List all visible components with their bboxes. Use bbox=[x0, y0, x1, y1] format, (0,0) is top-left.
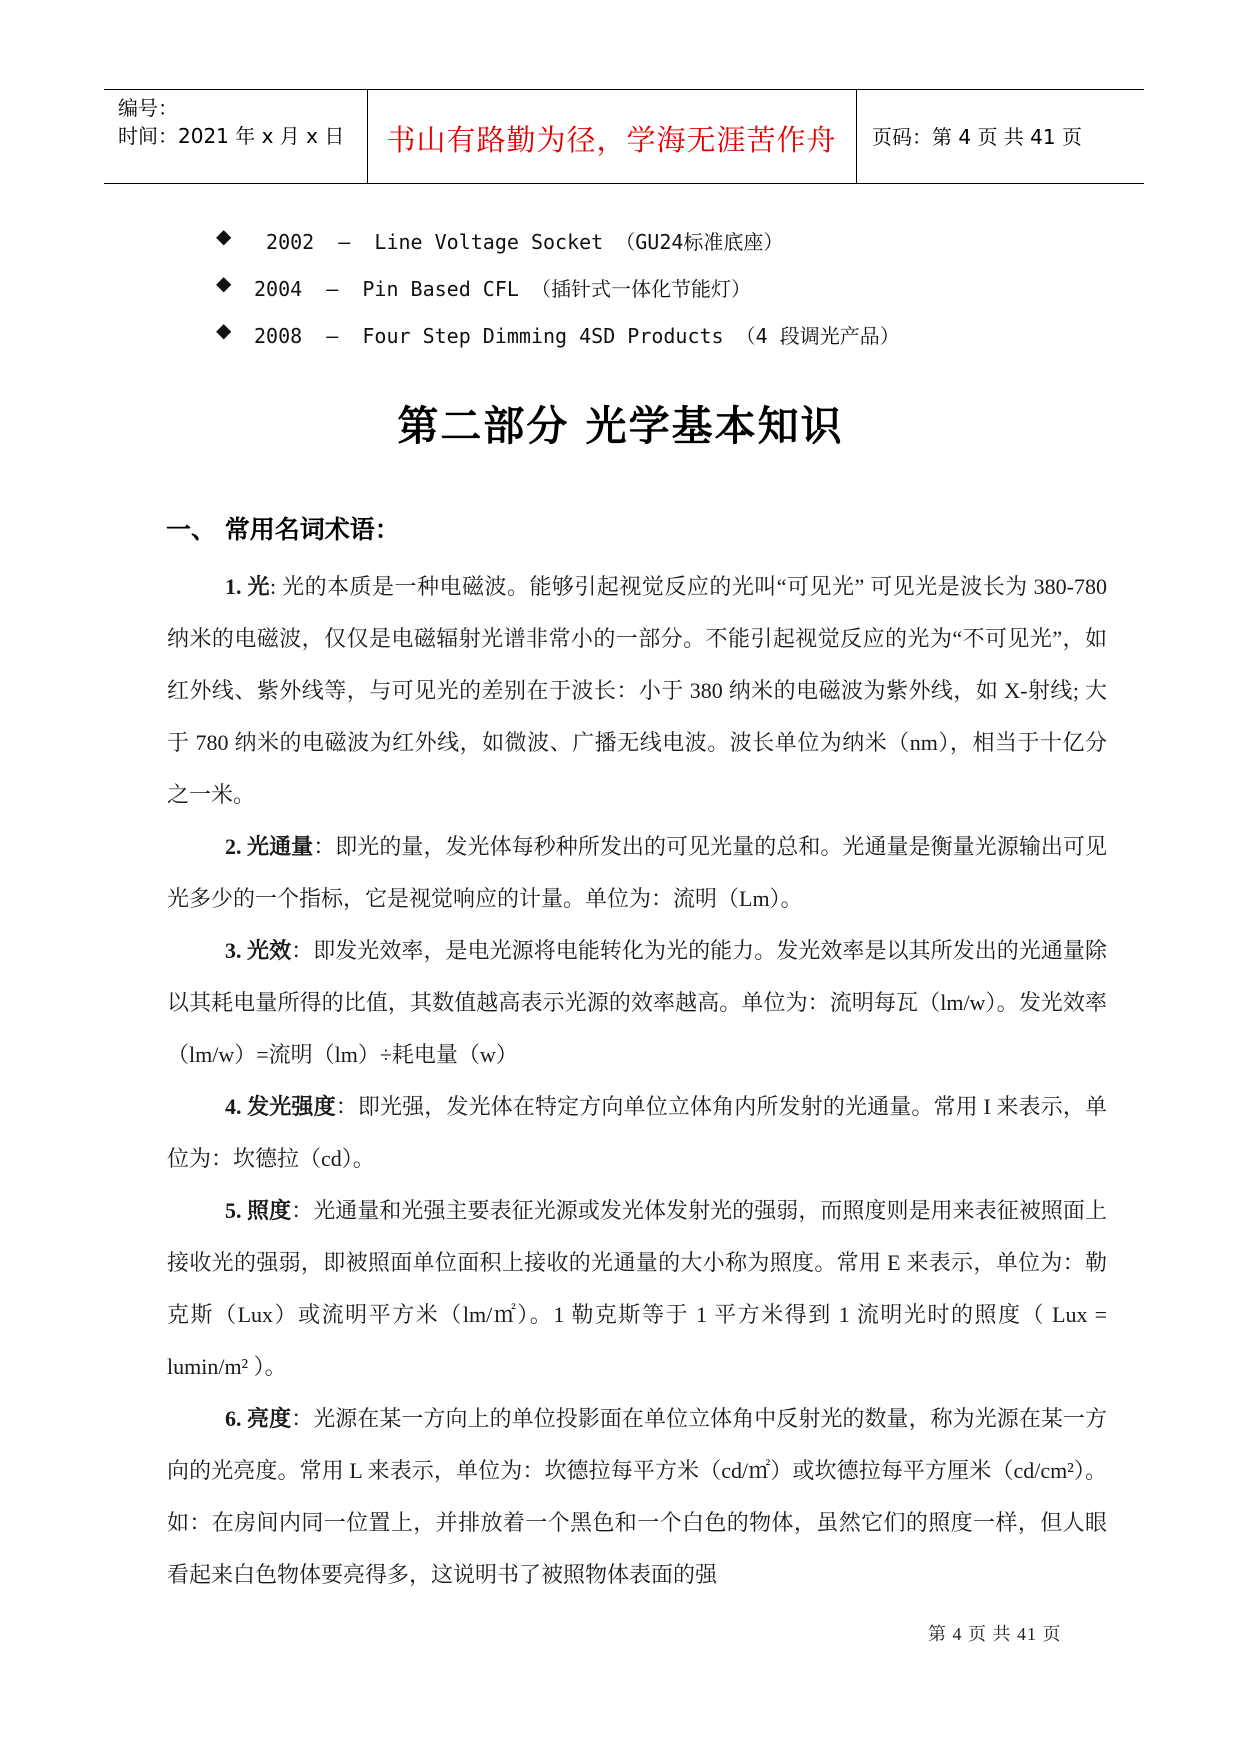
page-header bbox=[104, 89, 1144, 184]
paragraph-text: ：即光强，发光体在特定方向单位立体角内所发射的光通量。常用 I 来表示，单位为：坎德拉（cd）。 bbox=[167, 1094, 1107, 1171]
paragraph-text: ：即发光效率，是电光源将电能转化为光的能力。发光效率是以其所发出的光通量除以其耗电量所得的比值，其数值越高表示光源的效率越高。单位为：流明每瓦（lm/w）。发光效率（lm/w）=流明（lm）÷耗电量（w） bbox=[167, 938, 1107, 1067]
term-label: 5. 照度 bbox=[225, 1198, 292, 1223]
diamond-bullet-icon: ◆ bbox=[216, 224, 232, 248]
header-divider bbox=[856, 90, 857, 183]
paragraph-text: ：光通量和光强主要表征光源或发光体发射光的强弱，而照度则是用来表征被照面上接收光的强弱，即被照面单位面积上接收的光通量的大小称为照度。常用 E 来表示，单位为：勒克斯（Lux）或流明平方米（lm/㎡）。1 勒克斯等于 1 平方米得到 1 流明光时的照度（ Lux = lumin/m² ）。 bbox=[167, 1198, 1107, 1379]
list-item bbox=[216, 318, 900, 367]
header-left bbox=[118, 94, 344, 150]
page-footer: 第 4 页 共 41 页 bbox=[928, 1624, 1062, 1644]
paragraph-light bbox=[167, 561, 1107, 821]
paragraph-text: ：即光的量，发光体每秒种所发出的可见光量的总和。光通量是衡量光源输出可见光多少的一个指标，它是视觉响应的计量。单位为：流明（Lm）。 bbox=[167, 834, 1107, 911]
term-label: 3. 光效 bbox=[225, 938, 292, 963]
term-label: 2. 光通量 bbox=[225, 834, 314, 859]
list-item-text: 2008 – Four Step Dimming 4SD Products （4 段调光产品） bbox=[254, 324, 900, 348]
diamond-bullet-icon: ◆ bbox=[216, 318, 232, 342]
body-text bbox=[167, 561, 1107, 1601]
term-label: 4. 发光强度 bbox=[225, 1094, 336, 1119]
header-motto: 书山有路勤为径，学海无涯苦作舟 bbox=[386, 123, 837, 157]
diamond-bullet-icon: ◆ bbox=[216, 271, 232, 295]
section-heading: 一、 常用名词术语： bbox=[166, 515, 400, 544]
term-label: 6. 亮度 bbox=[225, 1406, 292, 1431]
part-title: 第二部分 光学基本知识 bbox=[397, 402, 844, 450]
term-label: 1. 光 bbox=[225, 574, 270, 599]
paragraph-luminous-flux bbox=[167, 821, 1107, 925]
list-item bbox=[216, 224, 784, 273]
paragraph-efficacy bbox=[167, 925, 1107, 1081]
header-page-number: 页码：第 4 页 共 41 页 bbox=[872, 125, 1082, 149]
serial-label: 编号： bbox=[118, 96, 178, 120]
paragraph-text: : 光的本质是一种电磁波。能够引起视觉反应的光叫“可见光” 可见光是波长为 380-780 纳米的电磁波，仅仅是电磁辐射光谱非常小的一部分。不能引起视觉反应的光为“不可见光”，如红外线、紫外线等，与可见光的差别在于波长：小于 380 纳米的电磁波为紫外线，如 X-射线; 大于 780 纳米的电磁波为红外线，如微波、广播无线电波。波长单位为纳米（nm），相当于十亿分之一米。 bbox=[167, 574, 1107, 807]
paragraph-text: ：光源在某一方向上的单位投影面在单位立体角中反射光的数量，称为光源在某一方向的光亮度。常用 L 来表示，单位为：坎德拉每平方米（cd/㎡）或坎德拉每平方厘米（cd/cm²）。如：在房间内同一位置上，并排放着一个黑色和一个白色的物体，虽然它们的照度一样，但人眼看起来白色物体要亮得多，这说明书了被照物体表面的强 bbox=[167, 1406, 1107, 1587]
list-item-text: 2004 – Pin Based CFL （插针式一体化节能灯） bbox=[254, 277, 751, 301]
time-line: 时间：2021 年 x 月 x 日 bbox=[118, 124, 345, 148]
history-bullet-list bbox=[216, 224, 900, 367]
paragraph-intensity bbox=[167, 1081, 1107, 1185]
list-item bbox=[216, 271, 751, 320]
list-item-text: 2002 – Line Voltage Socket （GU24标准底座） bbox=[254, 230, 784, 254]
paragraph-luminance bbox=[167, 1393, 1107, 1601]
paragraph-illuminance bbox=[167, 1185, 1107, 1393]
